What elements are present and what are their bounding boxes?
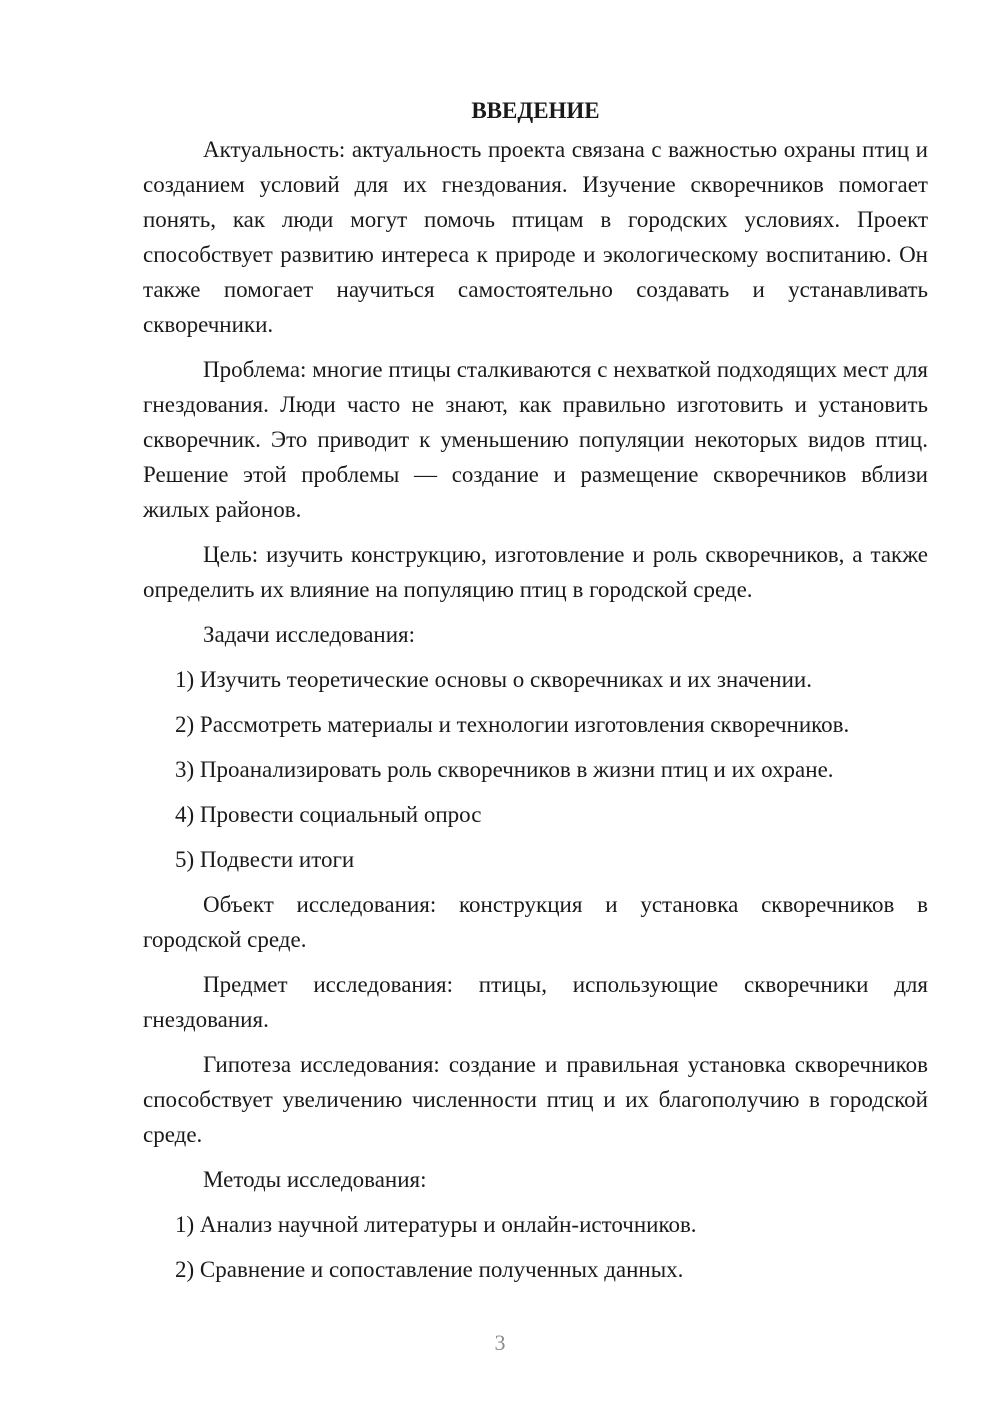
problem-paragraph: Проблема: многие птицы сталкиваются с нехваткой подходящих мест для гнездования. Люди часто не знают, как правильно изготовить и установить скворечник. Это приводит к уменьшению популяции некоторых видов птиц. Решение этой проблемы — создание и размещение скворечников вблизи жилых районов. xyxy=(143,357,928,522)
relevance-paragraph: Актуальность: актуальность проекта связана с важностью охраны птиц и созданием условий для их гнездования. Изучение скворечников помогает понять, как люди могут помочь птицам в городских условиях. Проект способствует развитию интереса к природе и экологическому воспитанию. Он также помогает научиться самостоятельно создавать и устанавливать скворечники. xyxy=(143,137,928,337)
object-paragraph: Объект исследования: конструкция и установка скворечников в городской среде. xyxy=(143,892,928,952)
list-item: 5) Подвести итоги xyxy=(175,847,355,872)
methods-list xyxy=(143,1207,928,1287)
goal-paragraph: Цель: изучить конструкцию, изготовление и роль скворечников, а также определить их влияние на популяцию птиц в городской среде. xyxy=(143,542,928,602)
page-number: 3 xyxy=(494,1330,506,1355)
list-item: 2) Рассмотреть материалы и технологии изготовления скворечников. xyxy=(175,712,850,737)
subject-paragraph: Предмет исследования: птицы, использующие скворечники для гнездования. xyxy=(143,972,928,1032)
methods-label: Методы исследования: xyxy=(203,1167,427,1192)
tasks-label: Задачи исследования: xyxy=(203,622,416,647)
list-item: 2) Сравнение и сопоставление полученных данных. xyxy=(175,1257,684,1282)
section-title: ВВЕДЕНИЕ xyxy=(471,98,600,123)
list-item: 4) Провести социальный опрос xyxy=(175,802,482,827)
list-item: 1) Изучить теоретические основы о скворечниках и их значении. xyxy=(175,667,812,692)
hypothesis-paragraph: Гипотеза исследования: создание и правильная установка скворечников способствует увеличению численности птиц и их благополучию в городской среде. xyxy=(143,1052,928,1147)
document-page xyxy=(143,96,928,1297)
list-item: 3) Проанализировать роль скворечников в жизни птиц и их охране. xyxy=(175,757,834,782)
tasks-list xyxy=(143,662,928,877)
list-item: 1) Анализ научной литературы и онлайн-источников. xyxy=(175,1212,697,1237)
